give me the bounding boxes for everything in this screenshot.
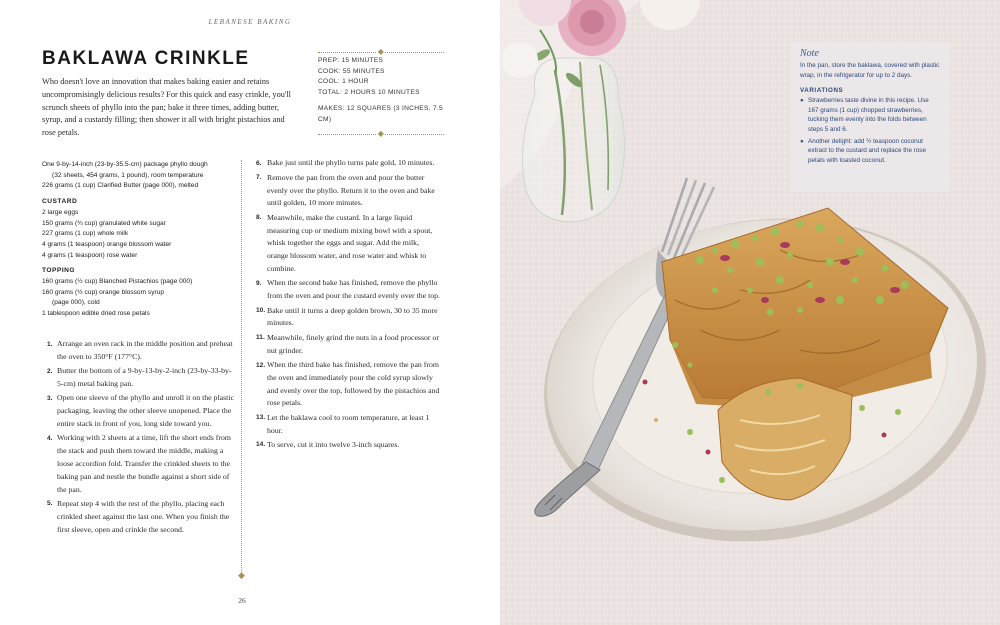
step-text: Meanwhile, finely grind the nuts in a food processor or nut grinder. xyxy=(267,332,439,355)
steps-column-right xyxy=(256,157,442,454)
step-number: 11. xyxy=(256,334,265,342)
step-number: 8. xyxy=(256,214,262,222)
step-item xyxy=(256,157,442,170)
step-text: Meanwhile, make the custard. In a large liquid measuring cup or medium mixing bowl with a spout, whisk together the eggs and sugar. Add the milk, orange blossom water, and rose water and whisk to combine. xyxy=(267,212,433,274)
ingredients-list xyxy=(42,160,242,320)
step-item xyxy=(256,439,442,452)
variation-item xyxy=(800,137,940,166)
step-number: 7. xyxy=(256,174,262,182)
ingredient: 227 grams (1 cup) whole milk xyxy=(42,230,129,238)
bullet-dot-icon: ● xyxy=(800,137,804,145)
ingredient: 4 grams (1 teaspoon) rose water xyxy=(42,251,138,259)
step-item xyxy=(47,392,237,430)
step-number: 1. xyxy=(47,340,53,348)
page-number: 26 xyxy=(238,596,246,605)
ornament-rule-top xyxy=(318,48,444,56)
cook-time: COOK: 55 MINUTES xyxy=(318,67,385,75)
step-item xyxy=(256,212,442,276)
ingredient: 160 grams (½ cup) Blanched Pistachios (page 000) xyxy=(42,278,193,286)
ingredient: (page 000), cold xyxy=(52,299,100,307)
step-text: When the second bake has finished, remove the phyllo from the oven and pour the custard evenly over the top. xyxy=(267,278,440,301)
step-number: 4. xyxy=(47,434,53,442)
step-text: Butter the bottom of a 9-by-13-by-2-inch (23-by-33-by-5-cm) metal baking pan. xyxy=(57,366,232,388)
step-number: 2. xyxy=(47,367,53,375)
step-number: 3. xyxy=(47,394,53,402)
ingredient: 1 tablespoon edible dried rose petals xyxy=(42,310,150,318)
step-text: Arrange an oven rack in the middle position and preheat the oven to 350°F (177°C). xyxy=(57,339,233,361)
step-number: 13. xyxy=(256,414,266,422)
step-item xyxy=(47,338,237,364)
step-text: Bake until it turns a deep golden brown, 30 to 35 more minutes. xyxy=(267,305,438,328)
step-text: Open one sleeve of the phyllo and unroll it on the plastic packaging, leaving the other sleeve unopened. Place the entire stack in front of you, long side toward you. xyxy=(57,393,234,428)
step-number: 14. xyxy=(256,441,266,449)
step-item xyxy=(256,277,442,303)
step-number: 9. xyxy=(256,279,262,287)
ingredient: One 9-by-14-inch (23-by-35.5-cm) package phyllo dough xyxy=(42,161,208,168)
recipe-intro: Who doesn't love an innovation that makes baking easier and retains uncompromisingly delicious results? For this quick and easy crinkle, you'll scrunch sheets of phyllo into the pan; bake it three times, adding butter, syrup, and a custardy filling; then shower it all with bright pistachios and rose petals. xyxy=(42,77,291,138)
step-text: When the third bake has finished, remove the pan from the oven and immediately pour the cold syrup slowly and evenly over the top, followed by the pistachios and rose petals. xyxy=(267,360,440,408)
ingredient: 226 grams (1 cup) Clarified Butter (page 000), melted xyxy=(42,182,199,190)
topping-heading: TOPPING xyxy=(42,267,76,275)
bullet-dot-icon: ● xyxy=(800,97,804,105)
column-divider xyxy=(241,160,242,572)
diamond-ornament-icon: ◆ xyxy=(377,47,385,56)
note-title: Note xyxy=(800,48,819,59)
ingredient: (32 sheets, 454 grams, 1 pound), room temperature xyxy=(52,171,204,179)
running-head: LEBANESE BAKING xyxy=(208,18,292,26)
note-box xyxy=(790,42,950,192)
cool-time: COOL: 1 HOUR xyxy=(318,78,369,86)
diamond-ornament-icon: ◆ xyxy=(238,570,245,580)
ingredient: 160 grams (½ cup) orange blossom syrup xyxy=(42,288,165,296)
step-text: Bake just until the phyllo turns pale gold, 10 minutes. xyxy=(267,158,435,167)
note-text: In the pan, store the baklawa, covered with plastic wrap, in the refrigerator for up to 2 days. xyxy=(800,62,940,79)
total-time: TOTAL: 2 HOURS 10 MINUTES xyxy=(318,88,420,96)
diamond-ornament-icon: ◆ xyxy=(377,128,385,138)
step-item xyxy=(256,172,442,210)
step-number: 5. xyxy=(47,500,53,508)
step-item xyxy=(47,432,237,496)
time-box xyxy=(318,48,444,138)
step-text: Working with 2 sheets at a time, lift the short ends from the stack and push them toward the middle, making a loose accordion fold. Transfer the crinkled sheets to the baking pan and nestle the bundle against a short side of the pan. xyxy=(57,433,231,494)
yield: MAKES: 12 SQUARES (3 INCHES, 7.5 CM) xyxy=(318,105,444,123)
variations-heading: VARIATIONS xyxy=(800,87,844,95)
ingredient: 150 grams (¾ cup) granulated white sugar xyxy=(42,219,166,227)
custard-heading: CUSTARD xyxy=(42,198,78,206)
step-text: To serve, cut it into twelve 3-inch squares. xyxy=(267,439,400,449)
step-number: 12. xyxy=(256,361,266,369)
step-text: Let the baklawa cool to room temperature, at least 1 hour. xyxy=(267,412,430,435)
ingredient: 4 grams (1 teaspoon) orange blossom water xyxy=(42,240,172,248)
recipe-title: BAKLAWA CRINKLE xyxy=(42,48,250,69)
step-number: 6. xyxy=(256,159,262,167)
step-item xyxy=(47,365,237,391)
step-text: Repeat step 4 with the rest of the phyllo, placing each crinkled sheet against the last one. When you finish the first sleeve, open and crinkle the second. xyxy=(57,498,230,534)
step-item xyxy=(256,305,442,331)
variation-item xyxy=(800,96,940,134)
steps-column-left xyxy=(47,338,237,538)
step-item xyxy=(256,332,442,358)
variation-text: Strawberries taste divine in this recipe. Use 167 grams (1 cup) chopped strawberries, tucking them evenly into the folds between steps 5 and 6. xyxy=(808,97,929,133)
ingredient: 2 large eggs xyxy=(42,208,79,216)
step-item xyxy=(256,359,442,410)
ornament-rule-bottom xyxy=(318,130,444,138)
prep-time: PREP: 15 MINUTES xyxy=(318,57,384,64)
step-text: Remove the pan from the oven and pour the butter evenly over the phyllo. Return it to the oven and bake until golden, 10 more minutes. xyxy=(267,172,435,208)
step-item xyxy=(256,412,442,438)
step-number: 10. xyxy=(256,307,266,315)
step-item xyxy=(47,498,237,536)
variation-text: Another delight: add ½ teaspoon coconut extract to the custard and replace the rose petals with toasted coconut. xyxy=(808,137,926,164)
